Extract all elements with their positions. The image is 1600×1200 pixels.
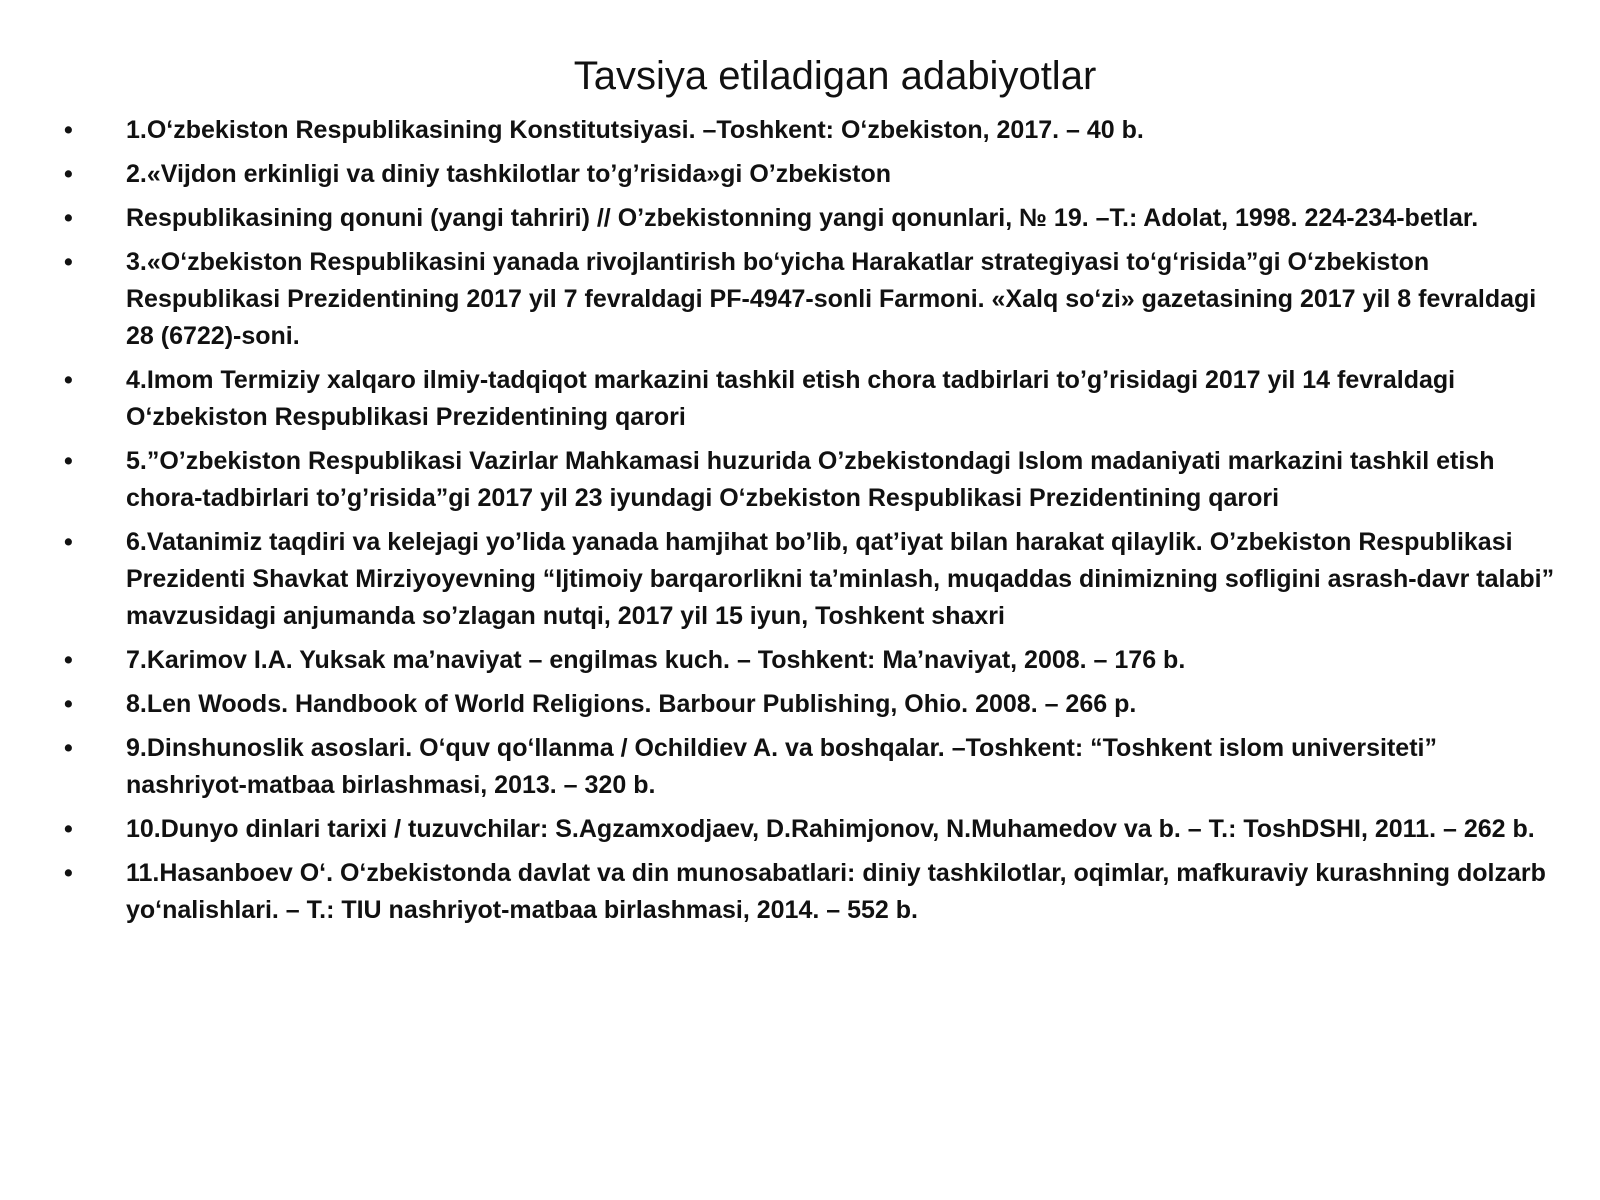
bullet-icon: • xyxy=(64,859,73,887)
list-item xyxy=(0,686,1600,723)
bullet-icon: • xyxy=(64,366,73,394)
list-item xyxy=(0,642,1600,679)
bullet-icon: • xyxy=(64,646,73,674)
reference-text: 8.Len Woods. Handbook of World Religions. Barbour Publishing, Ohio. 2008. – 266 p. xyxy=(126,690,1137,718)
bullet-icon: • xyxy=(64,734,73,762)
reference-text: 10.Dunyo dinlari tarixi / tuzuvchilar: S.Agzamxodjaev, D.Rahimjonov, N.Muhamedov va b. – T.: ToshDSHI, 2011. – 262 b. xyxy=(126,815,1535,843)
bullet-icon: • xyxy=(64,815,73,843)
reference-text: 9.Dinshunoslik asoslari. O‘quv qo‘llanma / Ochildiev A. va boshqalar. –Toshkent: “Toshkent islom universiteti” nashriyot-matbaa birlashmasi, 2013. – 320 b. xyxy=(126,734,1437,799)
list-item xyxy=(0,156,1600,193)
list-item xyxy=(0,200,1600,237)
bullet-icon: • xyxy=(64,447,73,475)
list-item xyxy=(0,730,1600,804)
list-item xyxy=(0,524,1600,635)
list-item xyxy=(0,112,1600,149)
reference-text: 2.«Vijdon erkinligi va diniy tashkilotlar to’g’risida»gi O’zbekiston xyxy=(126,160,892,188)
list-item xyxy=(0,244,1600,355)
slide-title: Tavsiya etiladigan adabiyotlar xyxy=(573,54,1097,98)
reference-text: Respublikasining qonuni (yangi tahriri) // O’zbekistonning yangi qonunlari, № 19. –T.: Adolat, 1998. 224-234-betlar. xyxy=(126,204,1479,232)
reference-text: 6.Vatanimiz taqdiri va kelejagi yo’lida yanada hamjihat bo’lib, qat’iyat bilan harakat qilaylik. O’zbekiston Respublikasi Prezidenti Shavkat Mirziyoyevning “Ijtimoiy barqarorlikni ta’minlash, muqaddas dinimizning sofligini asrash-davr talabi” mavzusidagi anjumanda so’zlagan nutqi, 2017 yil 15 iyun, Toshkent shaxri xyxy=(126,528,1555,630)
bullet-icon: • xyxy=(64,528,73,556)
reference-text: 4.Imom Termiziy xalqaro ilmiy-tadqiqot markazini tashkil etish chora tadbirlari to’g’risidagi 2017 yil 14 fevraldagi O‘zbekiston Respublikasi Prezidentining qarori xyxy=(126,366,1456,431)
reference-text: 11.Hasanboev O‘. O‘zbekistonda davlat va din munosabatlari: diniy tashkilotlar, oqimlar, mafkuraviy kurashning dolzarb yo‘nalishlari. – T.: TIU nashriyot-matbaa birlashmasi, 2014. – 552 b. xyxy=(126,859,1546,924)
list-item xyxy=(0,443,1600,517)
bullet-icon: • xyxy=(64,204,73,232)
reference-text: 5.”O’zbekiston Respublikasi Vazirlar Mahkamasi huzurida O’zbekistondagi Islom madaniyati markazini tashkil etish chora-tadbirlari to’g’risida”gi 2017 yil 23 iyundagi O‘zbekiston Respublikasi Prezidentining qarori xyxy=(126,447,1495,512)
bullet-icon: • xyxy=(64,160,73,188)
reference-text: 3.«O‘zbekiston Respublikasini yanada rivojlantirish bo‘yicha Harakatlar strategiyasi to‘g‘risida”gi O‘zbekiston Respublikasi Prezidentining 2017 yil 7 fevraldagi PF-4947-sonli Farmoni. «Xalq so‘zi» gazetasining 2017 yil 8 fevraldagi 28 (6722)-soni. xyxy=(126,248,1537,350)
reference-text: 7.Karimov I.A. Yuksak ma’naviyat – engilmas kuch. – Toshkent: Ma’naviyat, 2008. – 176 b. xyxy=(126,646,1186,674)
bullet-icon: • xyxy=(64,690,73,718)
bullet-icon: • xyxy=(64,248,73,276)
list-item xyxy=(0,362,1600,436)
list-item xyxy=(0,811,1600,848)
bullet-icon: • xyxy=(64,116,73,144)
reference-text: 1.O‘zbekiston Respublikasining Konstitutsiyasi. –Toshkent: O‘zbekiston, 2017. – 40 b. xyxy=(126,116,1144,144)
reference-list xyxy=(0,112,1600,936)
list-item xyxy=(0,855,1600,929)
